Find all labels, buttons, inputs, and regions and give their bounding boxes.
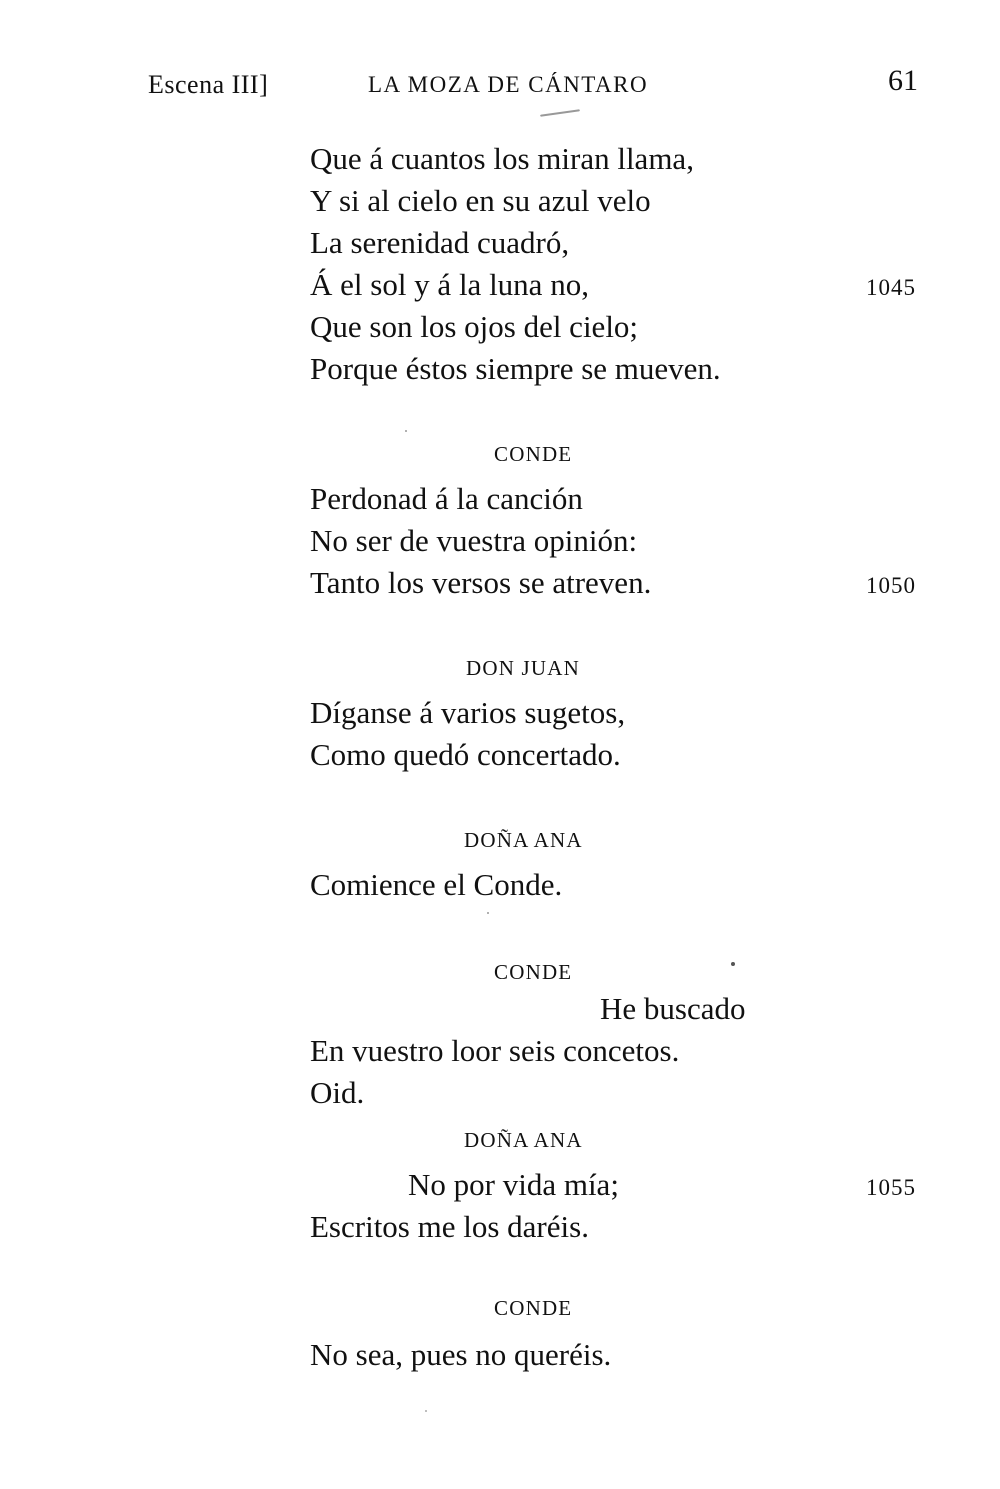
page-number: 61 — [888, 64, 918, 97]
scene-label: Escena III] — [148, 70, 269, 99]
verse-line: La serenidad cuadró, — [310, 225, 570, 260]
speaker-name: CONDE — [494, 960, 573, 984]
verse-line: Díganse á varios sugetos, — [310, 695, 626, 730]
verse-line: No sea, pues no queréis. — [310, 1337, 612, 1372]
verse-line: Que son los ojos del cielo; — [310, 309, 639, 344]
verse-line: Perdonad á la canción — [310, 481, 583, 516]
ink-speck — [731, 962, 735, 966]
verse-line: Tanto los versos se atreven. — [310, 565, 652, 600]
verse-line: Escritos me los daréis. — [310, 1209, 589, 1244]
line-number: 1055 — [866, 1175, 916, 1200]
speaker-name: DON JUAN — [466, 656, 581, 680]
speaker-name: DOÑA ANA — [464, 1128, 583, 1152]
verse-line: En vuestro loor seis concetos. — [310, 1033, 680, 1068]
ink-speck — [487, 912, 489, 914]
line-number: 1045 — [866, 275, 916, 300]
verse-line: He buscado — [600, 991, 746, 1026]
verse-line: No ser de vuestra opinión: — [310, 523, 638, 558]
speaker-name: CONDE — [494, 442, 573, 466]
verse-line: Que á cuantos los miran llama, — [310, 141, 694, 176]
verse-line: Oid. — [310, 1075, 365, 1110]
verse-line: Como quedó concertado. — [310, 737, 621, 772]
verse-line: Porque éstos siempre se mueven. — [310, 351, 721, 386]
verse-line: Á el sol y á la luna no, — [310, 267, 589, 302]
verse-line: Comience el Conde. — [310, 867, 563, 902]
running-title: LA MOZA DE CÁNTARO — [368, 72, 649, 97]
speaker-name: DOÑA ANA — [464, 828, 583, 852]
verse-line: No por vida mía; — [408, 1167, 619, 1202]
ink-smudge — [540, 109, 580, 117]
line-number: 1050 — [866, 573, 916, 598]
speaker-name: CONDE — [494, 1296, 573, 1320]
ink-speck — [425, 1410, 427, 1412]
verse-line: Y si al cielo en su azul velo — [310, 183, 651, 218]
ink-speck — [405, 430, 407, 432]
